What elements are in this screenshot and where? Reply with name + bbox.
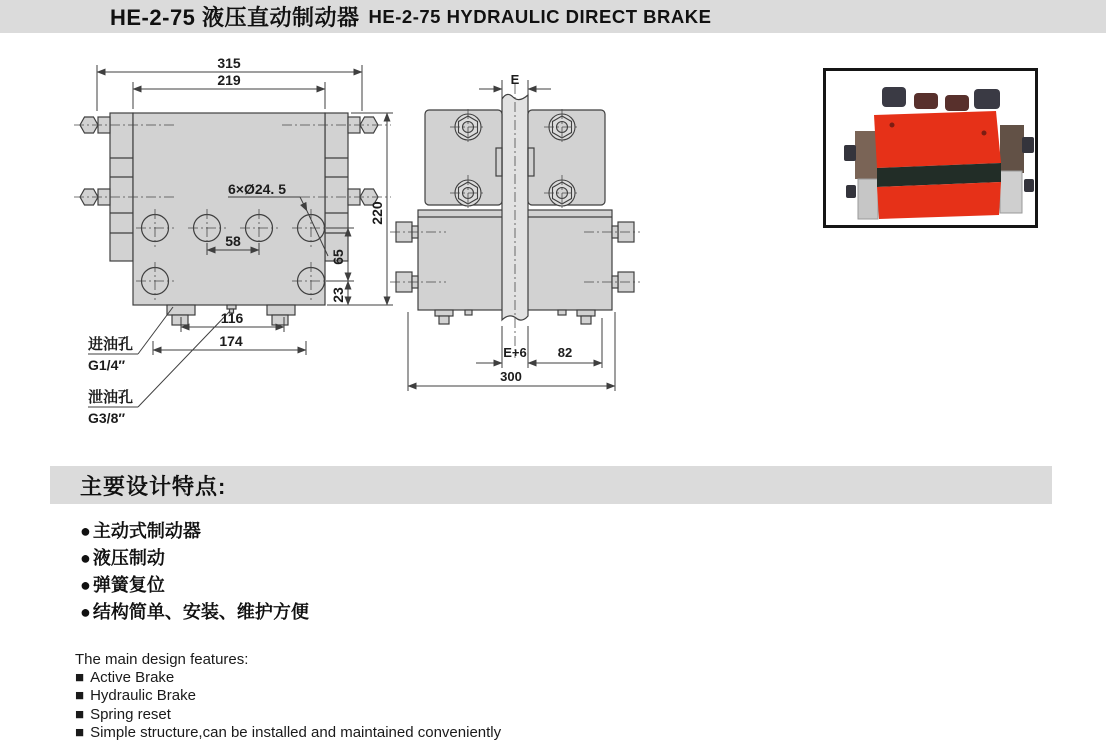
square-bullet-icon: ■ bbox=[75, 687, 85, 705]
feature-text: Simple structure,can be installed and maintained conveniently bbox=[90, 723, 502, 741]
dim-219: 219 bbox=[217, 72, 241, 88]
dim-82: 82 bbox=[557, 345, 573, 360]
bullet-icon: ● bbox=[80, 548, 91, 568]
dim-300: 300 bbox=[500, 369, 522, 384]
feature-text: 液压制动 bbox=[92, 548, 165, 568]
features-intro-en: The main design features: bbox=[75, 651, 249, 668]
bullet-icon: ● bbox=[80, 521, 91, 541]
product-photo-frame bbox=[823, 68, 1038, 228]
square-bullet-icon: ■ bbox=[75, 723, 85, 741]
list-item bbox=[80, 599, 309, 626]
inlet-port-label: 进油孔 bbox=[88, 336, 134, 353]
dim-E6: E+6 bbox=[503, 345, 527, 360]
feature-text: 主动式制动器 bbox=[92, 521, 201, 541]
dim-116: 116 bbox=[220, 310, 244, 326]
feature-text: 结构简单、安装、维护方便 bbox=[92, 602, 309, 622]
page-title-zh: HE-2-75 液压直动制动器 bbox=[110, 5, 360, 30]
page-title-en: HE-2-75 HYDRAULIC DIRECT BRAKE bbox=[368, 5, 712, 27]
list-item bbox=[80, 572, 309, 599]
dim-58: 58 bbox=[225, 233, 241, 249]
feature-text: Active Brake bbox=[90, 669, 175, 687]
list-item bbox=[75, 669, 501, 687]
list-item bbox=[75, 706, 501, 724]
side-view-drawing bbox=[388, 58, 678, 403]
dim-E: E bbox=[510, 72, 520, 87]
dim-65: 65 bbox=[330, 249, 346, 265]
list-item bbox=[80, 545, 309, 572]
features-heading: 主要设计特点: bbox=[80, 473, 227, 499]
features-header-bar bbox=[50, 466, 1052, 504]
product-photo bbox=[826, 71, 1035, 225]
front-view-drawing bbox=[60, 55, 405, 435]
dim-holes: 6×Ø24. 5 bbox=[228, 181, 286, 197]
bullet-icon: ● bbox=[80, 602, 91, 622]
list-item bbox=[75, 724, 501, 742]
dim-174: 174 bbox=[219, 333, 243, 349]
inlet-thread-label: G1/4″ bbox=[88, 357, 126, 373]
bullet-icon: ● bbox=[80, 575, 91, 595]
square-bullet-icon: ■ bbox=[75, 669, 85, 687]
title-bar bbox=[0, 0, 1106, 33]
drain-thread-label: G3/8″ bbox=[88, 410, 126, 426]
list-item bbox=[80, 518, 309, 545]
feature-text: Hydraulic Brake bbox=[90, 687, 196, 705]
dim-315: 315 bbox=[217, 55, 241, 71]
dim-220: 220 bbox=[369, 201, 385, 225]
list-item bbox=[75, 687, 501, 705]
feature-text: Spring reset bbox=[90, 705, 171, 723]
dim-23: 23 bbox=[330, 287, 346, 303]
features-list-zh bbox=[80, 518, 309, 626]
features-list-en bbox=[75, 651, 501, 742]
drain-port-label: 泄油孔 bbox=[88, 389, 134, 406]
feature-text: 弹簧复位 bbox=[92, 575, 165, 595]
square-bullet-icon: ■ bbox=[75, 705, 85, 723]
